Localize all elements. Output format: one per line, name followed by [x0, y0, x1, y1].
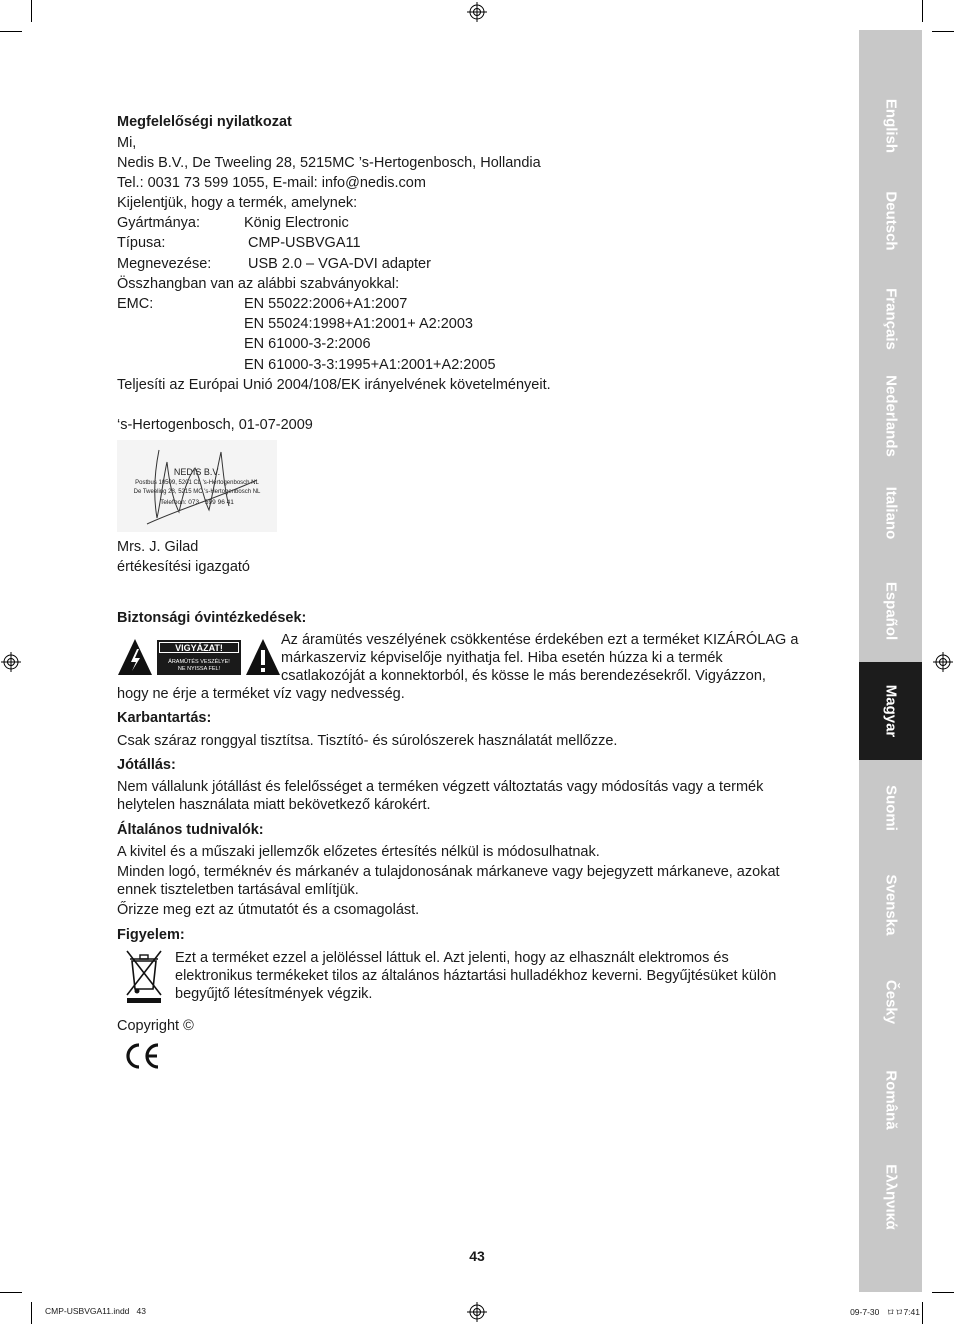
maintenance-heading: Karbantartás:: [117, 710, 212, 726]
warning-text: ÁRAMÜTÉS VESZÉLYE!: [168, 659, 230, 665]
tab-english[interactable]: [859, 96, 922, 156]
attention-text: elektronikus termékeket tilos az általános háztartási hulladékhoz keverni. Begyűjtésüket külön: [175, 968, 777, 984]
name-label: Megnevezése:: [117, 256, 212, 272]
directive-text: Teljesíti az Európai Unió 2004/108/EK irányelvének követelményeit.: [117, 377, 551, 393]
emc-standard: EN 55024:1998+A1:2001+ A2:2003: [244, 316, 473, 332]
tab-suomi[interactable]: [859, 778, 922, 838]
safety-text: Az áramütés veszélyének csökkentése érdekében ezt a terméket KIZÁRÓLAG a: [281, 632, 799, 648]
tab-label: Suomi: [882, 785, 899, 831]
general-text: Minden logó, terméknév és márkanév a tulajdonosának márkaneve vagy bejegyzett márkaneve, azokat: [117, 864, 780, 880]
declaration-line: Tel.: 0031 73 599 1055, E-mail: info@nedis.com: [117, 175, 426, 191]
tab-label: Español: [882, 581, 899, 641]
tab-label: Ελληνικά: [882, 1164, 899, 1230]
type-label: Típusa:: [117, 235, 166, 251]
general-heading: Általános tudnivalók:: [117, 822, 264, 838]
safety-text: hogy ne érje a terméket víz vagy nedvesség.: [117, 686, 405, 702]
crop-mark: [922, 0, 923, 22]
crop-mark: [0, 1292, 22, 1293]
tab-italiano[interactable]: [859, 483, 922, 543]
warning-title: VIGYÁZAT!: [159, 642, 239, 653]
registration-mark-icon: [1, 652, 21, 672]
exclamation-warning-icon: [245, 637, 281, 677]
tab-deutsch[interactable]: [859, 191, 922, 251]
tab-ellinika[interactable]: [859, 1164, 922, 1230]
warning-label: [117, 637, 283, 677]
safety-heading: Biztonsági óvintézkedések:: [117, 610, 307, 626]
general-text: A kivitel és a műszaki jellemzők előzetes értesítés nélkül is módosulhatnak.: [117, 844, 600, 860]
tab-cesky[interactable]: [859, 972, 922, 1032]
standards-intro: Összhangban van az alábbi szabványokkal:: [117, 276, 400, 292]
tab-francais[interactable]: [859, 289, 922, 349]
place-date: ‘s-Hertogenbosch, 01-07-2009: [117, 417, 313, 433]
stamp-line: Postbus 10509, 5201 CL 's-Hertogenbosch NL: [135, 480, 259, 486]
declaration-line: Mi,: [117, 135, 137, 151]
signer-name: Mrs. J. Gilad: [117, 539, 199, 555]
footer-file: CMP-USBVGA11.indd 43: [45, 1306, 146, 1316]
declaration-heading: Megfelelőségi nyilatkozat: [117, 114, 292, 130]
company-stamp: [117, 440, 277, 532]
emc-standard: EN 55022:2006+A1:2007: [244, 296, 408, 312]
page-number: 43: [469, 1248, 485, 1264]
safety-text: csatlakozóját a konnektorból, és kösse le más berendezésekről. Vigyázzon,: [281, 668, 766, 684]
tab-label: Svenska: [882, 874, 899, 936]
tab-label: Magyar: [882, 684, 899, 738]
maintenance-text: Csak száraz ronggyal tisztítsa. Tisztító- és súrolószerek használatát mellőzze.: [117, 733, 618, 749]
manufacturer-value: König Electronic: [244, 215, 349, 231]
registration-mark-icon: [933, 652, 953, 672]
emc-standard: EN 61000-3-2:2006: [244, 336, 371, 352]
attention-text: Ezt a terméket ezzel a jelöléssel láttuk el. Azt jelenti, hogy az elhasznált elektromos és: [175, 950, 729, 966]
registration-mark-icon: [467, 1302, 487, 1322]
warranty-heading: Jótállás:: [117, 757, 176, 773]
type-value: CMP-USBVGA11: [248, 235, 361, 251]
manufacturer-label: Gyártmánya:: [117, 215, 200, 231]
tab-espanol[interactable]: [859, 581, 922, 641]
crop-mark: [932, 1292, 954, 1293]
crop-mark: [31, 1302, 32, 1324]
declaration-line: Kijelentjük, hogy a termék, amelynek:: [117, 195, 358, 211]
tab-label: Italiano: [882, 486, 899, 540]
copyright-text: Copyright ©: [117, 1018, 194, 1034]
crop-mark: [31, 0, 32, 22]
tab-romana[interactable]: [859, 1070, 922, 1130]
emc-standard: EN 61000-3-3:1995+A1:2001+A2:2005: [244, 357, 496, 373]
declaration-line: Nedis B.V., De Tweeling 28, 5215MC ’s-Hertogenbosch, Hollandia: [117, 155, 541, 171]
general-text: ennek tiszteletben tartásával említjük.: [117, 882, 359, 898]
language-tab-bar: [859, 30, 922, 1292]
safety-text: márkaszerviz képviselője nyithatja fel. Hiba esetén húzza ki a termék: [281, 650, 723, 666]
name-value: USB 2.0 – VGA-DVI adapter: [248, 256, 431, 272]
tab-magyar-active[interactable]: [859, 662, 922, 760]
crop-mark: [922, 1302, 923, 1324]
lightning-warning-icon: [117, 637, 153, 677]
tab-nederlands[interactable]: [859, 375, 922, 457]
tab-label: Nederlands: [882, 375, 899, 457]
warranty-text: Nem vállalunk jótállást és felelősséget a terméken végzett változtatás vagy módosítás vagy a termék: [117, 779, 764, 795]
stamp-line: De Tweeling 28, 5215 MC 's-Hertogenbosch NL: [133, 489, 261, 495]
tab-label: Română: [882, 1070, 899, 1130]
weee-bin-icon: [124, 949, 164, 1005]
crop-mark: [0, 31, 22, 32]
registration-mark-icon: [467, 2, 487, 22]
warranty-text: helytelen használata miatt bekövetkező károkért.: [117, 797, 431, 813]
warning-box: [157, 640, 241, 675]
general-text: Őrizze meg ezt az útmutatót és a csomagolást.: [117, 902, 420, 918]
footer-timestamp: 09-7-30 ロロ7:41: [850, 1307, 920, 1317]
stamp-line: Telefoon: 073 - 599 96 41: [160, 499, 234, 506]
ce-mark-icon: [123, 1041, 161, 1071]
signer-title: értékesítési igazgató: [117, 559, 250, 575]
tab-label: Deutsch: [882, 191, 899, 251]
tab-label: Česky: [882, 979, 899, 1025]
tab-label: English: [882, 98, 899, 154]
attention-text: begyűjtő létesítmények végzik.: [175, 986, 373, 1002]
signature-icon: [117, 440, 277, 532]
attention-heading: Figyelem:: [117, 927, 185, 943]
warning-text: NE NYISSA FEL!: [177, 666, 221, 672]
crop-mark: [932, 31, 954, 32]
tab-svenska[interactable]: [859, 875, 922, 935]
stamp-company: NEDIS B.V.: [173, 467, 221, 477]
tab-label: Français: [882, 288, 899, 350]
emc-label: EMC:: [117, 296, 154, 312]
